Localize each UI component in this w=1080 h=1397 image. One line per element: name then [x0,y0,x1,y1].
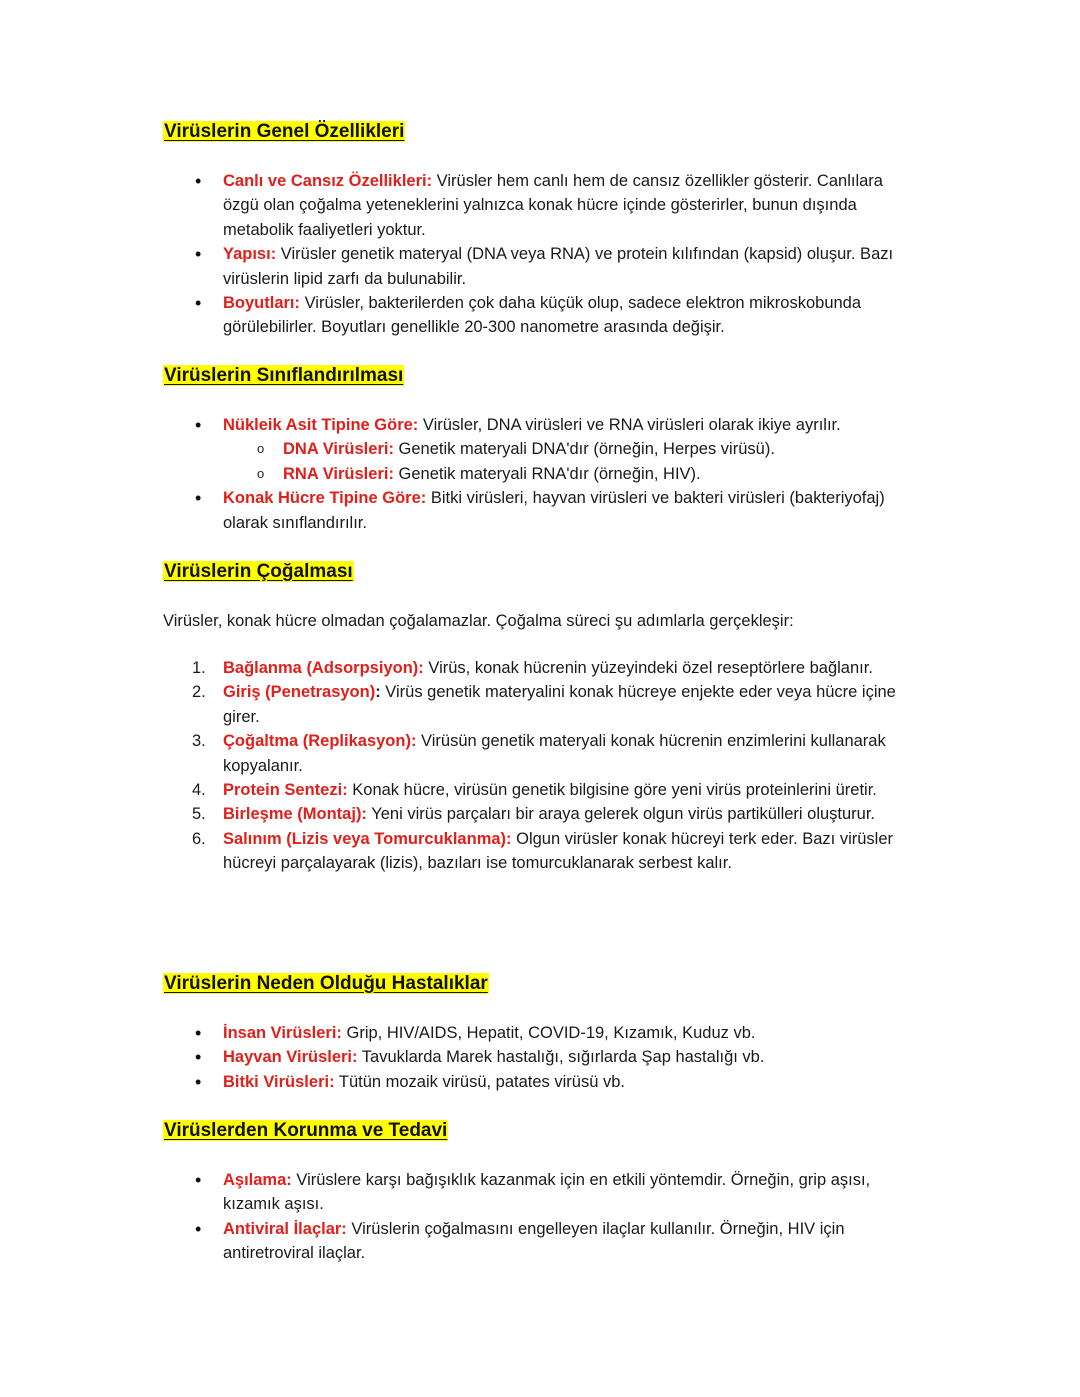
list-item: • Antiviral İlaçlar: Virüslerin çoğalmasını engelleyen ilaçlar kullanılır. Örneğin, HIV için antiretroviral ilaçlar. [223,1217,923,1266]
list-item: • Bitki Virüsleri: Tütün mozaik virüsü, patates virüsü vb. [223,1070,923,1094]
list-item: o DNA Virüsleri: Genetik materyali DNA'dır (örneğin, Herpes virüsü). [283,437,923,461]
list-item: • Konak Hücre Tipine Göre: Bitki virüsleri, hayvan virüsleri ve bakteri virüsleri (bakteriyofaj) olarak sınıflandırılır. [223,486,923,535]
heading-hastaliklar: Virüslerin Neden Olduğu Hastalıklar [164,973,488,994]
heading-siniflandirma: Virüslerin Sınıflandırılması [164,365,404,386]
list-hastaliklar [223,1021,923,1094]
list-item: • Hayvan Virüsleri: Tavuklarda Marek hastalığı, sığırlarda Şap hastalığı vb. [223,1045,923,1069]
list-item: • İnsan Virüsleri: Grip, HIV/AIDS, Hepatit, COVID-19, Kızamık, Kuduz vb. [223,1021,923,1045]
list-genel-ozellikler [223,169,923,340]
list-item: o RNA Virüsleri: Genetik materyali RNA'dır (örneğin, HIV). [283,462,923,486]
list-item: 2. Giriş (Penetrasyon): Virüs genetik materyalini konak hücreye enjekte eder veya hücre içine girer. [192,683,896,726]
list-item: • Aşılama: Virüslere karşı bağışıklık kazanmak için en etkili yöntemdir. Örneğin, grip aşısı, kızamık aşısı. [223,1168,923,1217]
list-siniflandirma [223,413,923,535]
heading-cogalma: Virüslerin Çoğalması [164,561,353,582]
list-item: 3. Çoğaltma (Replikasyon): Virüsün genetik materyali konak hücrenin enzimlerini kullanarak kopyalanır. [192,732,886,775]
sublist-nukleik-asit [283,437,923,486]
list-item: • Nükleik Asit Tipine Göre: Virüsler, DNA virüsleri ve RNA virüsleri olarak ikiye ayrılır. o DNA Virüsleri: Genetik materyali DNA'dır (örneğin, Herpes virüsü). o RNA Virüsleri: Genetik materyali RNA'dır (örneğin, HIV). [223,413,923,486]
list-item: 4. Protein Sentezi: Konak hücre, virüsün genetik bilgisine göre yeni virüs proteinlerini üretir. [192,781,877,800]
list-cogalma-adimlari [192,656,923,876]
list-item: • Boyutları: Virüsler, bakterilerden çok daha küçük olup, sadece elektron mikroskobunda görülebilirler. Boyutları genellikle 20-300 nanometre arasında değişir. [223,291,923,340]
list-item: 5. Birleşme (Montaj): Yeni virüs parçaları bir araya gelerek olgun virüs partikülleri oluşturur. [192,805,876,824]
list-korunma-tedavi [223,1168,923,1266]
list-item: • Canlı ve Cansız Özellikleri: Virüsler hem canlı hem de cansız özellikler gösterir. Canlılara özgü olan çoğalma yeteneklerini yalnızca konak hücre içinde gösterirler, bunun dışında metabolik faaliyetleri yoktur. [223,169,923,242]
heading-genel-ozellikler: Virüslerin Genel Özellikleri [164,121,405,142]
list-item: 6. Salınım (Lizis veya Tomurcuklanma): Olgun virüsler konak hücreyi terk eder. Bazı virüsler hücreyi parçalayarak (lizis), bazıları ise tomurcuklanarak serbest kalır. [192,829,894,873]
heading-korunma-tedavi: Virüslerden Korunma ve Tedavi [164,1120,448,1141]
list-item: 1. Bağlanma (Adsorpsiyon): Virüs, konak hücrenin yüzeyindeki özel reseptörlere bağlanır. [192,659,873,677]
intro-paragraph: Virüsler, konak hücre olmadan çoğalamazlar. Çoğalma süreci şu adımlarla gerçekleşir: [163,612,794,630]
list-item: • Yapısı: Virüsler genetik materyal (DNA veya RNA) ve protein kılıfından (kapsid) oluşur. Bazı virüslerin lipid zarfı da bulunabilir. [223,242,923,291]
